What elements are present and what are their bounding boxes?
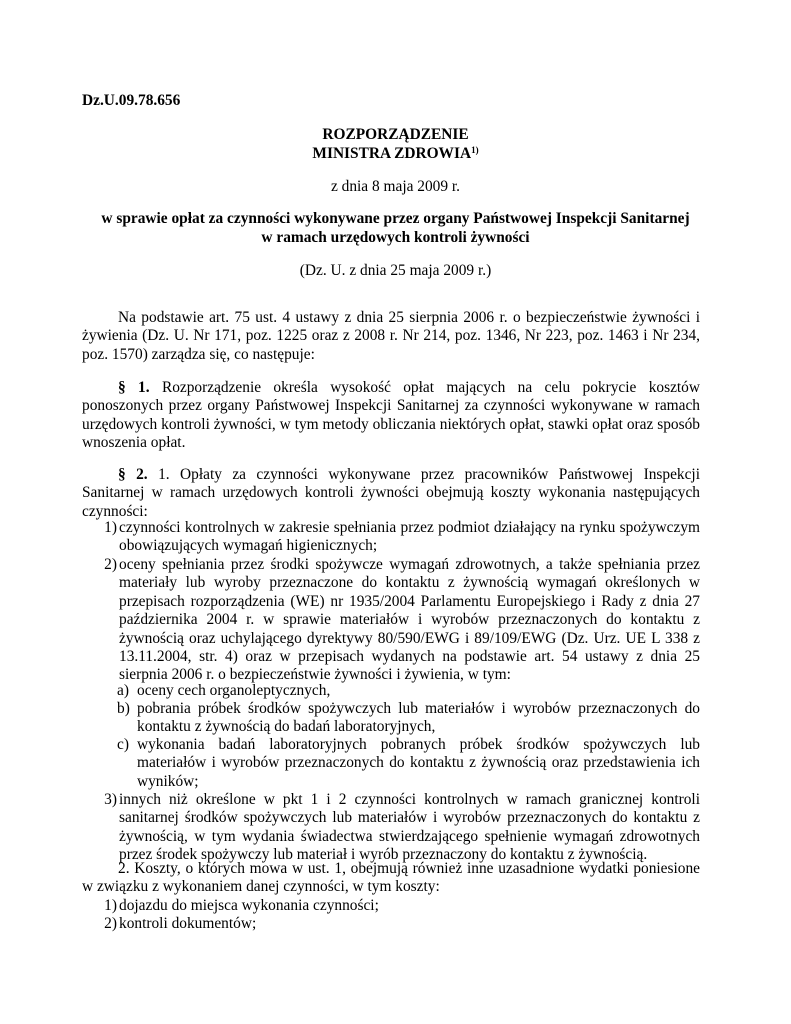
preamble: Na podstawie art. 75 ust. 4 ustawy z dnia 25 sierpnia 2006 r. o bezpieczeństwie żywności i żywienia (Dz. U. Nr 171, poz. 1225 oraz z 2008 r. Nr 214, poz. 1346, Nr 223, poz. 1463 i Nr 234, poz. 1570) zarządza się, co następuje: <box>82 309 700 363</box>
list-item-text: czynności kontrolnych w zakresie spełniania przez podmiot działający na rynku spożywczym obowiązujących wymagań higienicznych; <box>119 519 700 555</box>
list-item <box>82 915 700 933</box>
subject-line-2: w ramach urzędowych kontroli żywności <box>261 229 530 246</box>
list-item <box>82 556 700 685</box>
section-2-label: § 2. <box>118 466 148 483</box>
title-line-2 <box>0 145 791 163</box>
footnote-mark: 1) <box>471 145 479 155</box>
section-1-label: § 1. <box>118 379 150 396</box>
publication-line: (Dz. U. z dnia 25 maja 2009 r.) <box>299 262 492 279</box>
sub-list-item-letter: b) <box>117 700 130 717</box>
sub-list-item-letter: c) <box>117 736 129 753</box>
date-line: z dnia 8 maja 2009 r. <box>330 178 461 195</box>
doc-id: Dz.U.09.78.656 <box>82 92 181 109</box>
list-item-number: 2) <box>104 915 117 932</box>
sub-list-item <box>117 736 700 791</box>
list-item <box>82 519 700 556</box>
sub-list-item-text: pobrania próbek środków spożywczych lub materiałów i wyrobów przeznaczonych do kontaktu z żywnością do badań laboratoryjnych, <box>137 700 700 736</box>
subject-line-1: w sprawie opłat za czynności wykonywane przez organy Państwowej Inspekcji Sanitarnej <box>101 210 690 227</box>
sub-list-item-text: oceny cech organoleptycznych, <box>137 682 331 699</box>
list-item-number: 3) <box>104 791 117 808</box>
sub-list-item-letter: a) <box>117 682 129 699</box>
list-item-text: dojazdu do miejsca wykonania czynności; <box>119 897 379 914</box>
list-item-number: 1) <box>104 897 117 914</box>
list-item-text: innych niż określone w pkt 1 i 2 czynności kontrolnych w ramach granicznej kontroli sanitarnej środków spożywczych lub materiałów i wyrobów przeznaczonych do kontaktu z żywnością, w tym wydania świadectwa stwierdzającego spełnienie wymagań zdrowotnych przez środek spożywczy lub materiał i wyrób przeznaczony do kontaktu z żywnością. <box>119 791 700 864</box>
sub-list-item <box>117 700 700 737</box>
section-1 <box>82 379 700 453</box>
section-2-ust-2: 2. Koszty, o których mowa w ust. 1, obejmują również inne uzasadnione wydatki poniesione w związku z wykonaniem danej czynności, w tym koszty: <box>82 860 700 896</box>
section-2-ust-1 <box>82 466 700 521</box>
list-item-number: 1) <box>104 519 117 536</box>
sub-list-item <box>117 682 700 700</box>
title-ministry: MINISTRA ZDROWIA <box>312 145 472 162</box>
list-item-text: oceny spełniania przez środki spożywcze wymagań zdrowotnych, a także spełniania przez materiały lub wyroby przeznaczone do kontaktu z żywnością wymagań określonych w przepisach rozporządzenia (WE) nr 1935/2004 Parlamentu Europejskiego i Rady z dnia 27 października 2004 r. w sprawie materiałów i wyrobów przeznaczonych do kontaktu z żywnością oraz uchylającego dyrektywy 80/590/EWG i 89/109/EWG (Dz. Urz. UE L 338 z 13.11.2004, str. 4) oraz w przepisach wydanych na podstawie art. 54 ustawy z dnia 25 sierpnia 2006 r. o bezpieczeństwie żywności i żywienia, w tym: <box>119 556 700 684</box>
title-line-1: ROZPORZĄDZENIE <box>322 126 469 143</box>
list-item <box>82 791 700 865</box>
section-2-ust-1-text: 1. Opłaty za czynności wykonywane przez pracowników Państwowej Inspekcji Sanitarnej w ramach urzędowych kontroli żywności obejmują koszty wykonania następujących czynności: <box>82 466 700 520</box>
section-1-text: Rozporządzenie określa wysokość opłat mających na celu pokrycie kosztów ponoszonych przez organy Państwowej Inspekcji Sanitarnej za czynności wykonywane w ramach urzędowych kontroli żywności, w tym metody obliczania niektórych opłat, stawki opłat oraz sposób wnoszenia opłat. <box>82 379 700 452</box>
list-item-number: 2) <box>104 556 117 573</box>
list-item <box>82 897 700 915</box>
list-item-text: kontroli dokumentów; <box>119 915 257 932</box>
sub-list-item-text: wykonania badań laboratoryjnych pobranych próbek środków spożywczych lub materiałów i wyrobów przeznaczonych do kontaktu z żywnością oraz przedstawienia ich wyników; <box>137 736 700 790</box>
